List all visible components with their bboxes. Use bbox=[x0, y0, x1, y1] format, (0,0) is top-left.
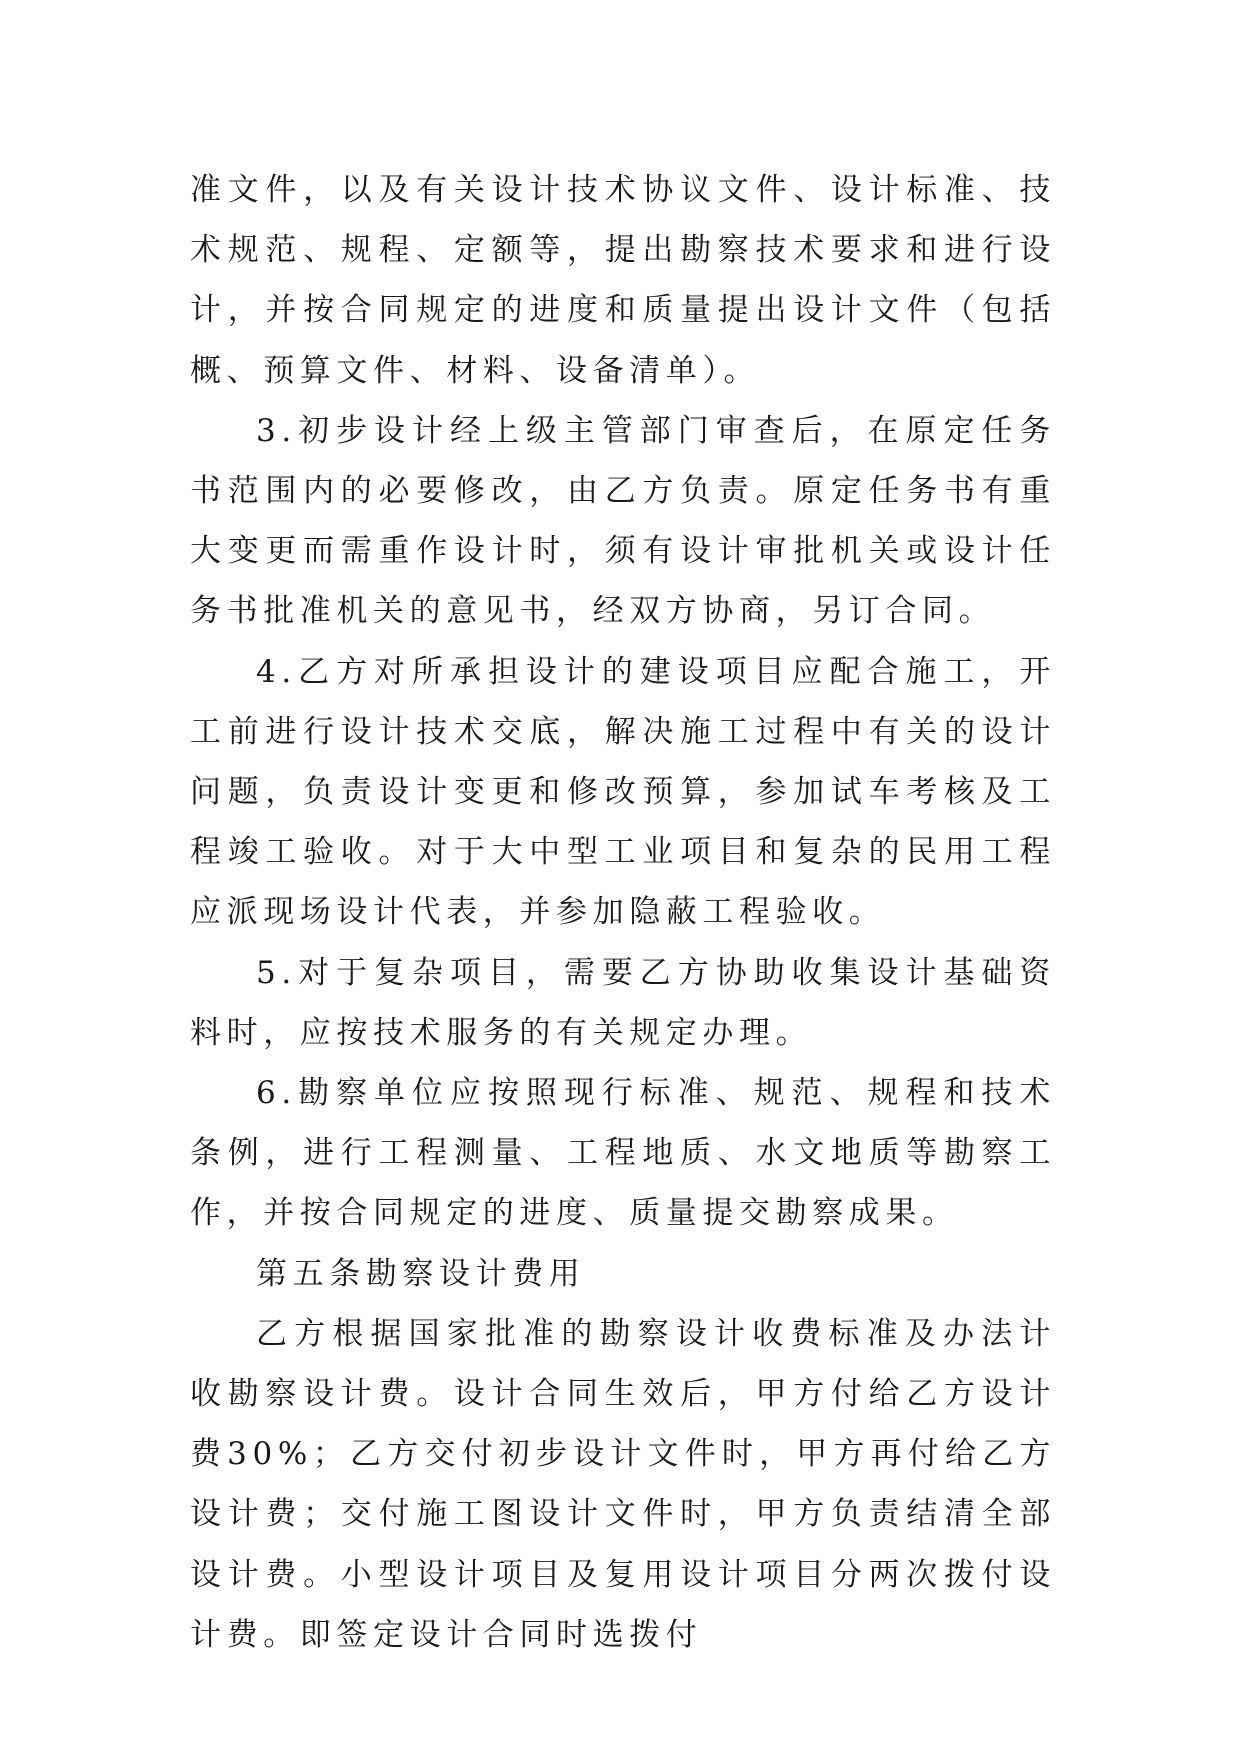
paragraph-item-6: 6.勘察单位应按照现行标准、规范、规程和技术条例，进行工程测量、工程地质、水文地质等勘察工作，并按合同规定的进度、质量提交勘察成果。 bbox=[190, 1075, 1056, 1232]
article-5-heading: 第五条勘察设计费用 bbox=[256, 1255, 586, 1292]
paragraph-item-5: 5.对于复杂项目，需要乙方协助收集设计基础资料时，应按技术服务的有关规定办理。 bbox=[190, 954, 1056, 1051]
document-body bbox=[190, 160, 1056, 1665]
paragraph-article-5-body: 乙方根据国家批准的勘察设计收费标准及办法计收勘察设计费。设计合同生效后，甲方付给乙方设计费30%；乙方交付初步设计文件时，甲方再付给乙方设计费；交付施工图设计文件时，甲方负责结清全部设计费。小型设计项目及复用设计项目分两次拨付设计费。即签定设计合同时选拨付 bbox=[190, 1315, 1056, 1653]
paragraph-item-4: 4.乙方对所承担设计的建设项目应配合施工，开工前进行设计技术交底，解决施工过程中有关的设计问题，负责设计变更和修改预算，参加试车考核及工程竣工验收。对于大中型工业项目和复杂的民用工程应派现场设计代表，并参加隐蔽工程验收。 bbox=[190, 653, 1056, 931]
paragraph-item-3: 3.初步设计经上级主管部门审查后，在原定任务书范围内的必要修改，由乙方负责。原定任务书有重大变更而需重作设计时，须有设计审批机关或设计任务书批准机关的意见书，经双方协商，另订合同。 bbox=[190, 412, 1056, 630]
paragraph-continuation: 准文件，以及有关设计技术协议文件、设计标准、技术规范、规程、定额等，提出勘察技术要求和进行设计，并按合同规定的进度和质量提出设计文件（包括概、预算文件、材料、设备清单）。 bbox=[190, 172, 1056, 389]
